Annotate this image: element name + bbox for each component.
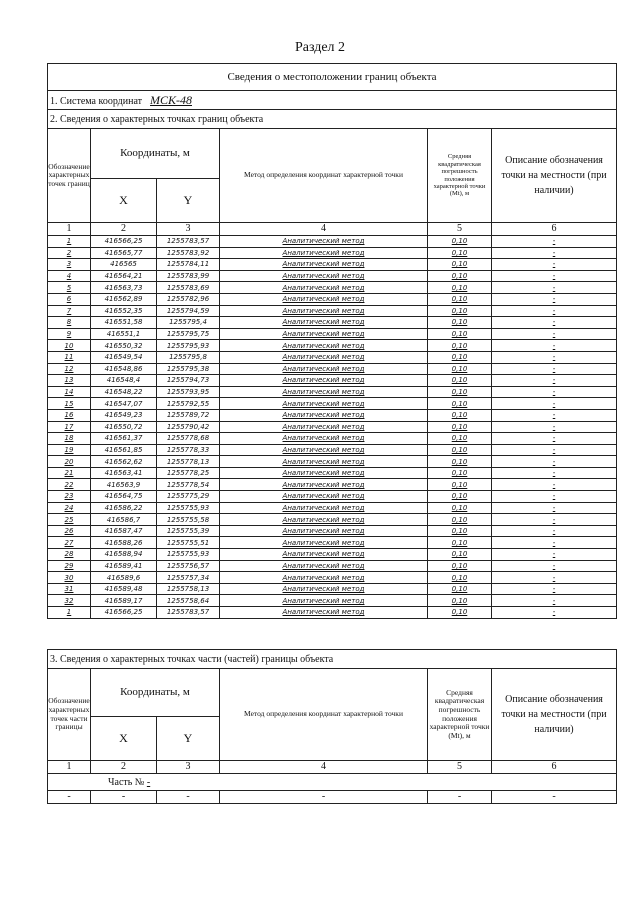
header-coordinates: Координаты, м bbox=[91, 669, 220, 717]
point-number: 30 bbox=[48, 572, 91, 584]
point-accuracy: 0,10 bbox=[428, 293, 492, 305]
point-accuracy: 0,10 bbox=[428, 560, 492, 572]
point-accuracy: 0,10 bbox=[428, 433, 492, 445]
empty-cell: - bbox=[220, 791, 428, 804]
table-row bbox=[48, 247, 617, 259]
point-x: 416550,32 bbox=[91, 340, 157, 352]
point-x: 416586,22 bbox=[91, 502, 157, 514]
point-accuracy: 0,10 bbox=[428, 421, 492, 433]
point-number: 28 bbox=[48, 549, 91, 561]
point-accuracy: 0,10 bbox=[428, 409, 492, 421]
column-number: 2 bbox=[91, 223, 157, 236]
point-number: 4 bbox=[48, 270, 91, 282]
point-x: 416548,22 bbox=[91, 386, 157, 398]
table-row bbox=[48, 549, 617, 561]
point-method: Аналитический метод bbox=[220, 502, 428, 514]
table-row bbox=[48, 491, 617, 503]
point-method: Аналитический метод bbox=[220, 351, 428, 363]
table-row bbox=[48, 328, 617, 340]
table-row bbox=[48, 340, 617, 352]
point-y: 1255783,69 bbox=[157, 282, 220, 294]
point-y: 1255794,73 bbox=[157, 375, 220, 387]
point-accuracy: 0,10 bbox=[428, 398, 492, 410]
point-y: 1255755,93 bbox=[157, 502, 220, 514]
point-accuracy: 0,10 bbox=[428, 514, 492, 526]
point-method: Аналитический метод bbox=[220, 595, 428, 607]
table-row bbox=[48, 525, 617, 537]
point-y: 1255795,93 bbox=[157, 340, 220, 352]
part-value: - bbox=[146, 776, 151, 788]
point-y: 1255795,8 bbox=[157, 351, 220, 363]
point-x: 416549,23 bbox=[91, 409, 157, 421]
point-accuracy: 0,10 bbox=[428, 583, 492, 595]
point-accuracy: 0,10 bbox=[428, 525, 492, 537]
header-y: Y bbox=[157, 179, 220, 223]
table-row bbox=[48, 351, 617, 363]
point-accuracy: 0,10 bbox=[428, 456, 492, 468]
column-number: 3 bbox=[157, 761, 220, 774]
point-description: - bbox=[492, 444, 617, 456]
point-description: - bbox=[492, 502, 617, 514]
point-method: Аналитический метод bbox=[220, 386, 428, 398]
point-number: 21 bbox=[48, 467, 91, 479]
table-row bbox=[48, 479, 617, 491]
point-y: 1255783,92 bbox=[157, 247, 220, 259]
point-number: 17 bbox=[48, 421, 91, 433]
table-row bbox=[48, 386, 617, 398]
coordinate-system-row bbox=[48, 91, 617, 110]
header-description: Описание обозначения точки на местности (при наличии) bbox=[492, 669, 617, 761]
point-description: - bbox=[492, 351, 617, 363]
table-row bbox=[48, 305, 617, 317]
point-x: 416588,94 bbox=[91, 549, 157, 561]
point-description: - bbox=[492, 247, 617, 259]
table-row bbox=[48, 433, 617, 445]
point-accuracy: 0,10 bbox=[428, 491, 492, 503]
point-method: Аналитический метод bbox=[220, 525, 428, 537]
point-y: 1255778,25 bbox=[157, 467, 220, 479]
point-x: 416563,73 bbox=[91, 282, 157, 294]
point-method: Аналитический метод bbox=[220, 444, 428, 456]
point-number: 10 bbox=[48, 340, 91, 352]
table-row bbox=[48, 398, 617, 410]
column-number: 6 bbox=[492, 223, 617, 236]
point-method: Аналитический метод bbox=[220, 398, 428, 410]
table-row bbox=[48, 537, 617, 549]
table-row bbox=[48, 595, 617, 607]
boundary-points-table bbox=[47, 63, 617, 619]
header-x: X bbox=[91, 179, 157, 223]
point-description: - bbox=[492, 270, 617, 282]
point-description: - bbox=[492, 583, 617, 595]
header-method: Метод определения координат характерной точки bbox=[220, 129, 428, 223]
table-row bbox=[48, 363, 617, 375]
point-method: Аналитический метод bbox=[220, 607, 428, 619]
empty-cell: - bbox=[428, 791, 492, 804]
point-y: 1255757,34 bbox=[157, 572, 220, 584]
column-number: 6 bbox=[492, 761, 617, 774]
point-description: - bbox=[492, 467, 617, 479]
table-row bbox=[48, 375, 617, 387]
table-row bbox=[48, 467, 617, 479]
point-number: 7 bbox=[48, 305, 91, 317]
point-number: 26 bbox=[48, 525, 91, 537]
table-row bbox=[48, 572, 617, 584]
point-y: 1255775,29 bbox=[157, 491, 220, 503]
point-description: - bbox=[492, 375, 617, 387]
point-x: 416549,54 bbox=[91, 351, 157, 363]
point-method: Аналитический метод bbox=[220, 282, 428, 294]
column-number: 4 bbox=[220, 223, 428, 236]
point-method: Аналитический метод bbox=[220, 479, 428, 491]
point-accuracy: 0,10 bbox=[428, 305, 492, 317]
point-y: 1255783,99 bbox=[157, 270, 220, 282]
point-y: 1255755,51 bbox=[157, 537, 220, 549]
empty-cell: - bbox=[48, 791, 91, 804]
point-y: 1255784,11 bbox=[157, 259, 220, 271]
part-points-table bbox=[47, 649, 617, 804]
coordinate-system-value: МСК-48 bbox=[150, 92, 192, 107]
point-y: 1255792,55 bbox=[157, 398, 220, 410]
point-number: 20 bbox=[48, 456, 91, 468]
point-x: 416588,26 bbox=[91, 537, 157, 549]
point-method: Аналитический метод bbox=[220, 514, 428, 526]
point-description: - bbox=[492, 293, 617, 305]
point-description: - bbox=[492, 363, 617, 375]
column-number: 3 bbox=[157, 223, 220, 236]
point-number: 25 bbox=[48, 514, 91, 526]
point-accuracy: 0,10 bbox=[428, 328, 492, 340]
point-method: Аналитический метод bbox=[220, 317, 428, 329]
coordinate-system-label: 1. Система координат bbox=[50, 95, 143, 107]
point-x: 416566,25 bbox=[91, 607, 157, 619]
point-y: 1255778,13 bbox=[157, 456, 220, 468]
point-number: 1 bbox=[48, 607, 91, 619]
table-row bbox=[48, 514, 617, 526]
table-row bbox=[48, 607, 617, 619]
point-y: 1255783,57 bbox=[157, 607, 220, 619]
point-y: 1255756,57 bbox=[157, 560, 220, 572]
point-method: Аналитический метод bbox=[220, 549, 428, 561]
point-description: - bbox=[492, 525, 617, 537]
point-x: 416589,41 bbox=[91, 560, 157, 572]
point-description: - bbox=[492, 537, 617, 549]
point-accuracy: 0,10 bbox=[428, 340, 492, 352]
point-y: 1255778,54 bbox=[157, 479, 220, 491]
point-method: Аналитический метод bbox=[220, 236, 428, 248]
point-description: - bbox=[492, 433, 617, 445]
point-method: Аналитический метод bbox=[220, 375, 428, 387]
point-accuracy: 0,10 bbox=[428, 595, 492, 607]
point-number: 11 bbox=[48, 351, 91, 363]
point-y: 1255793,95 bbox=[157, 386, 220, 398]
header-designation: Обозначение характерных точек границ bbox=[48, 129, 91, 223]
point-description: - bbox=[492, 491, 617, 503]
point-accuracy: 0,10 bbox=[428, 247, 492, 259]
point-number: 8 bbox=[48, 317, 91, 329]
point-x: 416589,6 bbox=[91, 572, 157, 584]
point-number: 23 bbox=[48, 491, 91, 503]
point-number: 3 bbox=[48, 259, 91, 271]
point-number: 32 bbox=[48, 595, 91, 607]
point-description: - bbox=[492, 421, 617, 433]
column-number: 1 bbox=[48, 761, 91, 774]
point-method: Аналитический метод bbox=[220, 328, 428, 340]
point-x: 416562,62 bbox=[91, 456, 157, 468]
point-number: 5 bbox=[48, 282, 91, 294]
point-method: Аналитический метод bbox=[220, 537, 428, 549]
point-x: 416551,1 bbox=[91, 328, 157, 340]
point-y: 1255795,38 bbox=[157, 363, 220, 375]
point-y: 1255789,72 bbox=[157, 409, 220, 421]
point-y: 1255778,33 bbox=[157, 444, 220, 456]
point-accuracy: 0,10 bbox=[428, 363, 492, 375]
point-x: 416550,72 bbox=[91, 421, 157, 433]
header-coordinates: Координаты, м bbox=[91, 129, 220, 179]
point-method: Аналитический метод bbox=[220, 491, 428, 503]
table-row bbox=[48, 560, 617, 572]
table-row bbox=[48, 317, 617, 329]
table-row bbox=[48, 409, 617, 421]
point-y: 1255758,13 bbox=[157, 583, 220, 595]
point-x: 416563,41 bbox=[91, 467, 157, 479]
point-x: 416563,9 bbox=[91, 479, 157, 491]
column-number: 4 bbox=[220, 761, 428, 774]
header-y: Y bbox=[157, 717, 220, 761]
point-method: Аналитический метод bbox=[220, 560, 428, 572]
point-x: 416564,21 bbox=[91, 270, 157, 282]
point-y: 1255778,68 bbox=[157, 433, 220, 445]
point-number: 19 bbox=[48, 444, 91, 456]
point-accuracy: 0,10 bbox=[428, 549, 492, 561]
point-method: Аналитический метод bbox=[220, 421, 428, 433]
point-description: - bbox=[492, 340, 617, 352]
header-x: X bbox=[91, 717, 157, 761]
point-accuracy: 0,10 bbox=[428, 572, 492, 584]
point-description: - bbox=[492, 328, 617, 340]
column-number: 5 bbox=[428, 761, 492, 774]
point-x: 416589,48 bbox=[91, 583, 157, 595]
point-description: - bbox=[492, 549, 617, 561]
point-number: 6 bbox=[48, 293, 91, 305]
point-number: 24 bbox=[48, 502, 91, 514]
point-accuracy: 0,10 bbox=[428, 386, 492, 398]
point-method: Аналитический метод bbox=[220, 270, 428, 282]
point-number: 1 bbox=[48, 236, 91, 248]
point-y: 1255755,93 bbox=[157, 549, 220, 561]
point-accuracy: 0,10 bbox=[428, 444, 492, 456]
point-method: Аналитический метод bbox=[220, 259, 428, 271]
empty-cell: - bbox=[492, 791, 617, 804]
point-x: 416587,47 bbox=[91, 525, 157, 537]
point-accuracy: 0,10 bbox=[428, 479, 492, 491]
section2-title: 2. Сведения о характерных точках границ объекта bbox=[48, 110, 617, 129]
points-body bbox=[48, 236, 617, 619]
point-accuracy: 0,10 bbox=[428, 537, 492, 549]
point-x: 416566,25 bbox=[91, 236, 157, 248]
point-y: 1255755,58 bbox=[157, 514, 220, 526]
point-method: Аналитический метод bbox=[220, 467, 428, 479]
point-y: 1255782,96 bbox=[157, 293, 220, 305]
point-method: Аналитический метод bbox=[220, 456, 428, 468]
point-y: 1255794,59 bbox=[157, 305, 220, 317]
table-row bbox=[48, 444, 617, 456]
point-description: - bbox=[492, 607, 617, 619]
table-row bbox=[48, 236, 617, 248]
empty-cell: - bbox=[91, 791, 157, 804]
point-description: - bbox=[492, 479, 617, 491]
column-number: 5 bbox=[428, 223, 492, 236]
point-description: - bbox=[492, 386, 617, 398]
header-description: Описание обозначения точки на местности (при наличии) bbox=[492, 129, 617, 223]
point-number: 16 bbox=[48, 409, 91, 421]
header-method: Метод определения координат характерной точки bbox=[220, 669, 428, 761]
point-accuracy: 0,10 bbox=[428, 351, 492, 363]
point-number: 13 bbox=[48, 375, 91, 387]
point-method: Аналитический метод bbox=[220, 363, 428, 375]
point-method: Аналитический метод bbox=[220, 572, 428, 584]
table-row bbox=[48, 502, 617, 514]
point-accuracy: 0,10 bbox=[428, 317, 492, 329]
point-x: 416548,86 bbox=[91, 363, 157, 375]
point-method: Аналитический метод bbox=[220, 340, 428, 352]
point-description: - bbox=[492, 305, 617, 317]
point-x: 416565,77 bbox=[91, 247, 157, 259]
point-description: - bbox=[492, 236, 617, 248]
point-x: 416548,4 bbox=[91, 375, 157, 387]
point-accuracy: 0,10 bbox=[428, 375, 492, 387]
point-number: 14 bbox=[48, 386, 91, 398]
point-y: 1255790,42 bbox=[157, 421, 220, 433]
point-number: 18 bbox=[48, 433, 91, 445]
point-x: 416564,75 bbox=[91, 491, 157, 503]
point-accuracy: 0,10 bbox=[428, 502, 492, 514]
empty-cell: - bbox=[157, 791, 220, 804]
point-number: 29 bbox=[48, 560, 91, 572]
column-number: 2 bbox=[91, 761, 157, 774]
point-y: 1255758,64 bbox=[157, 595, 220, 607]
point-x: 416547,07 bbox=[91, 398, 157, 410]
point-accuracy: 0,10 bbox=[428, 282, 492, 294]
point-description: - bbox=[492, 595, 617, 607]
point-description: - bbox=[492, 560, 617, 572]
header-accuracy: Средняя квадратическая погрешность положения характерной точки (Mt), м bbox=[428, 129, 492, 223]
point-accuracy: 0,10 bbox=[428, 607, 492, 619]
point-method: Аналитический метод bbox=[220, 305, 428, 317]
point-number: 31 bbox=[48, 583, 91, 595]
header-designation-part: Обозначение характерных точек части границы bbox=[48, 669, 91, 761]
point-number: 15 bbox=[48, 398, 91, 410]
table-row bbox=[48, 259, 617, 271]
point-method: Аналитический метод bbox=[220, 247, 428, 259]
point-x: 416565 bbox=[91, 259, 157, 271]
point-number: 9 bbox=[48, 328, 91, 340]
point-x: 416561,37 bbox=[91, 433, 157, 445]
point-number: 2 bbox=[48, 247, 91, 259]
point-description: - bbox=[492, 456, 617, 468]
point-description: - bbox=[492, 398, 617, 410]
point-y: 1255783,57 bbox=[157, 236, 220, 248]
header-accuracy: Средняя квадратическая погрешность положения характерной точки (Mt), м bbox=[428, 669, 492, 761]
table-row bbox=[48, 583, 617, 595]
point-x: 416589,17 bbox=[91, 595, 157, 607]
point-accuracy: 0,10 bbox=[428, 270, 492, 282]
table-row bbox=[48, 282, 617, 294]
point-description: - bbox=[492, 282, 617, 294]
section-title: Раздел 2 bbox=[294, 40, 346, 55]
point-description: - bbox=[492, 572, 617, 584]
table-row bbox=[48, 456, 617, 468]
point-number: 27 bbox=[48, 537, 91, 549]
point-x: 416551,58 bbox=[91, 317, 157, 329]
point-y: 1255795,75 bbox=[157, 328, 220, 340]
point-accuracy: 0,10 bbox=[428, 467, 492, 479]
point-method: Аналитический метод bbox=[220, 583, 428, 595]
point-description: - bbox=[492, 409, 617, 421]
point-number: 12 bbox=[48, 363, 91, 375]
point-x: 416561,85 bbox=[91, 444, 157, 456]
point-accuracy: 0,10 bbox=[428, 259, 492, 271]
point-number: 22 bbox=[48, 479, 91, 491]
point-accuracy: 0,10 bbox=[428, 236, 492, 248]
point-method: Аналитический метод bbox=[220, 293, 428, 305]
table-row bbox=[48, 270, 617, 282]
table-title: Сведения о местоположении границ объекта bbox=[48, 64, 617, 91]
column-number: 1 bbox=[48, 223, 91, 236]
part-label: Часть № bbox=[108, 776, 145, 788]
part-number-row bbox=[48, 774, 617, 791]
point-description: - bbox=[492, 259, 617, 271]
point-y: 1255755,39 bbox=[157, 525, 220, 537]
table-row bbox=[48, 293, 617, 305]
section3-title: 3. Сведения о характерных точках части (частей) границы объекта bbox=[48, 650, 617, 669]
point-x: 416552,35 bbox=[91, 305, 157, 317]
point-description: - bbox=[492, 514, 617, 526]
table-row bbox=[48, 421, 617, 433]
point-x: 416586,7 bbox=[91, 514, 157, 526]
point-x: 416562,89 bbox=[91, 293, 157, 305]
point-method: Аналитический метод bbox=[220, 409, 428, 421]
point-y: 1255795,4 bbox=[157, 317, 220, 329]
point-method: Аналитический метод bbox=[220, 433, 428, 445]
point-description: - bbox=[492, 317, 617, 329]
